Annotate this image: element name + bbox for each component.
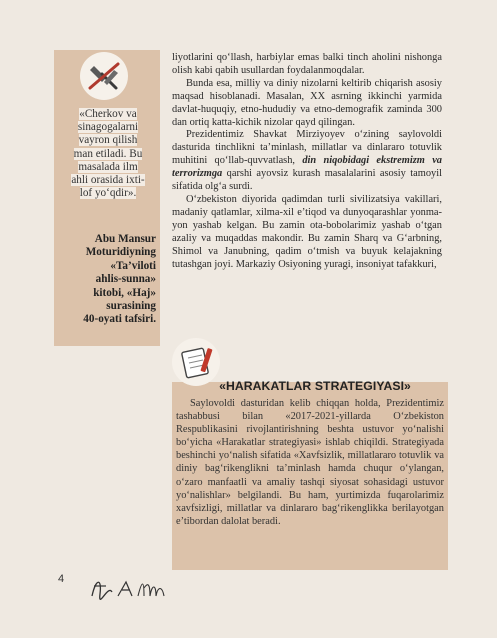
emphasis-text: din niqobidagi ekstremizm va terrorizmga (172, 155, 442, 180)
paragraph: Bunda esa, milliy va diniy nizolarni keltirib chiqarish asosiy maqsad hisoblanadi. Masalan, XX asrning ikkinchi yarmida davlat-huquqiy, etno-hududiy va etno-demografik zaminda 300 dan ortiq katta-kichik nizolar qayd qilingan. (172, 77, 442, 128)
sidebar-quote: «Cherkov va sinagogalarni vayron qilish man etiladi. Bu masalada ilm ahli orasida ixti- lof yo‘qdir». (71, 108, 145, 200)
paragraph: Prezidentimiz Shavkat Mirziyoyev o‘zining saylovoldi dasturida tinchlikni ta’minlash, millatlar va dinlararo totuvlik muhitini qo‘llab-quvvatlash, din niqobidagi ekstremizm va terrorizmga qarshi ayovsiz kurash masalalarini asosiy tamoyil sifatida olg‘a surdi. (172, 129, 442, 193)
signature-icon (86, 574, 186, 609)
sidebar-source: Abu Mansur Moturidiyning «Ta’viloti ahlis-sunna» kitobi, «Haj» surasining 40-oyati tafsiri. (83, 233, 156, 326)
strategy-text: Saylovoldi dasturidan kelib chiqqan holda, Prezidentimiz tashabbusi bilan «2017-2021-yillarda O‘zbekiston Respublikasini rivojlantirishning beshta ustuvor yo‘nalishi bo‘yicha «Harakatlar strategiyasi» ishlab chiqildi. Strategiyada beshinchi yo‘nalish sifatida «Xavfsizlik, millatlararo totuvlik va diniy bag‘rikenglikni ta’minlash hamda chuqur o‘ylangan, o‘zaro manfaatli va amaliy tashqi siyosat sohasidagi ustuvor yo‘nalishlar» belgilandi. Bu ham, yurtimizda fuqarolarimiz xavfsizligi, millatlar va dinlararo bag‘rikenglikka berilayotgan e’tibordan dalolat beradi. (176, 398, 444, 527)
paragraph: O‘zbekiston diyorida qadimdan turli sivilizatsiya vakillari, madaniy qatlamlar, xilma-xil e’tiqod va dunyoqarashlar yonma-yon yashab kelgan. Bu zamin ota-bobolarimiz yashab o‘tgan azaliy va muqaddas makondir. Bu zamin Sharq va G‘arbning, Shimol va Janubning, qadim o‘tmish va buyuk kelajakning tutashgan joyi. Markaziy Osiyoning yuragi, insoniyat tafakkuri, (172, 193, 442, 270)
strategy-title: «HARAKATLAR STRATEGIYASI» (219, 379, 411, 393)
paragraph: liyotlarini qo‘llash, harbiylar emas balki tinch aholini nishonga olish kabi qabih usullardan foydalanmoqdalar. (172, 52, 442, 76)
crossed-out-icon (80, 52, 128, 100)
main-text (172, 52, 442, 271)
page-number: 4 (58, 573, 65, 585)
